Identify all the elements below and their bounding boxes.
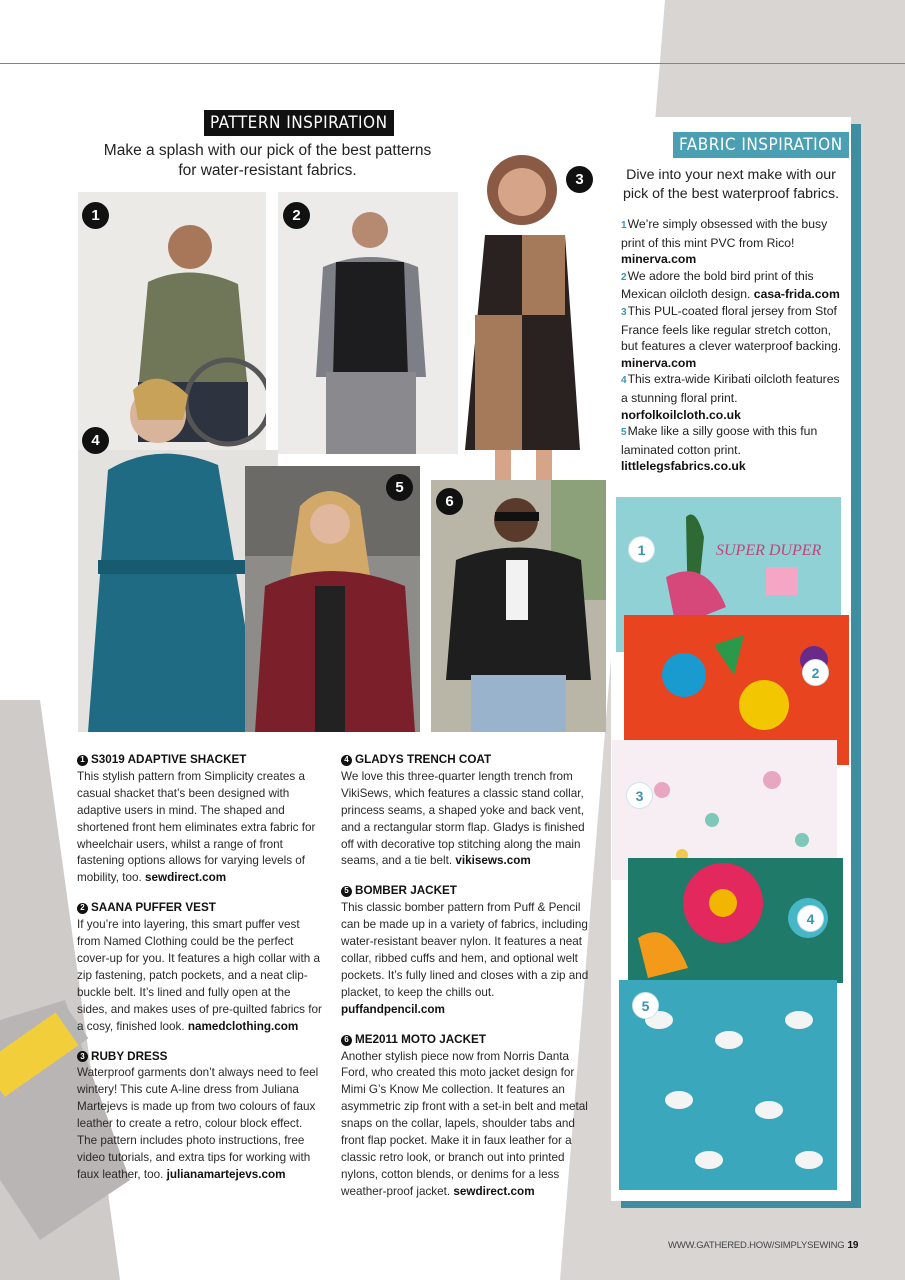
pattern-column-left [77, 752, 323, 1197]
pattern-section-tag: PATTERN INSPIRATION [204, 110, 394, 136]
fabric-intro: Dive into your next make with our pick of the best waterproof fabrics. [622, 167, 840, 202]
photo-puffer-vest [278, 192, 458, 454]
swatch-number-4: 4 [798, 906, 823, 931]
pattern-entry-body: Another stylish piece now from Norris Danta Ford, who created this moto jacket design for Mimi G’s Know Me collection. It features an asymmetric zip front with a set-in belt and metal snaps on the collar, lapels, shoulder tabs and front flap pocket. Make it in faux leather for a classic retro look, or branch out into printed nylons, cotton blends, or denims for a less weather-proof jacket. [341, 1049, 588, 1198]
pattern-entry-link[interactable]: julianamartejevs.com [166, 1167, 286, 1181]
entry-bullet: 6 [341, 1035, 352, 1046]
fabric-entry-3: 3This PUL-coated floral jersey from Stof France feels like regular stretch cotton, but features a clever waterproof backing. minerva.com [621, 303, 842, 370]
pattern-entry-title: 1 S3019 ADAPTIVE SHACKET [77, 752, 323, 769]
pattern-entry-link[interactable]: sewdirect.com [145, 871, 227, 885]
top-rule [0, 63, 905, 64]
entry-bullet: 3 [77, 1051, 88, 1062]
fabric-link[interactable]: norfolkoilcloth.co.uk [621, 407, 741, 422]
pattern-entry-body: Waterproof garments don’t always need to feel wintery! This cute A-line dress from Juliana Martejevs is made up from two colours of faux leather to create a retro, colour block effect. The pattern includes photo instructions, free video tutorials, and extra tips for working with faux leather, too. [77, 1066, 319, 1181]
photo-bomber-jacket [245, 466, 420, 732]
swatch-print-text: SUPER DUPER [716, 542, 822, 559]
pattern-entry-link[interactable]: namedclothing.com [187, 1019, 299, 1033]
fabric-entry-4: 4This extra-wide Kiribati oilcloth features a stunning floral print. norfolkoilcloth.co.uk [621, 372, 840, 422]
pattern-entry-title: 6 ME2011 MOTO JACKET [341, 1032, 589, 1049]
photo-number-3: 3 [566, 166, 593, 193]
photo-number-6: 6 [436, 488, 463, 515]
pattern-column-right [341, 752, 589, 1214]
fabric-entry-2: 2We adore the bold bird print of this Mexican oilcloth design. casa-frida.com [621, 268, 840, 302]
fabric-entry-1: 1We’re simply obsessed with the busy print of this mint PVC from Rico! minerva.com [621, 217, 828, 267]
pattern-entry-body: We love this three-quarter length trench from VikiSews, which features a classic stand collar, princess seams, a shaped yoke and back vent, and a rectangular storm flap. Gladys is finished off with decorative top stitching along the main seams, and a tie belt. [341, 769, 585, 868]
pattern-entry-2 [77, 900, 323, 1035]
page-footer [668, 1240, 858, 1251]
photo-number-2: 2 [283, 202, 310, 229]
fabric-link[interactable]: minerva.com [621, 355, 697, 370]
swatch-number-3: 3 [627, 783, 652, 808]
fabric-section-tag: FABRIC INSPIRATION [673, 132, 849, 158]
pattern-entry-link[interactable]: sewdirect.com [453, 1184, 535, 1198]
pattern-entry-body: If you’re into layering, this smart puffer vest from Named Clothing could be the perfect cover-up for you. It features a high collar with a zip fastening, patch pockets, and a neat clip-buckle belt. It’s lined and fully open at the sides, and makes uses of pre-quilted fabrics for a cosy, finished look. [77, 918, 322, 1033]
pattern-entry-5 [341, 883, 589, 1018]
pattern-entry-6 [341, 1032, 589, 1201]
pattern-entry-title: 3 RUBY DRESS [77, 1049, 323, 1066]
photo-moto-jacket [431, 480, 606, 732]
pattern-entry-title: 5 BOMBER JACKET [341, 883, 589, 900]
photo-number-1: 1 [82, 202, 109, 229]
photo-number-4: 4 [82, 427, 109, 454]
pattern-entry-body: This stylish pattern from Simplicity creates a casual shacket that’s been designed with adaptive users in mind. The shaped and shortened front hem eliminates extra fabric for wheelchair users, whilst a range of front fastening options allows for varying levels of mobility, too. [77, 769, 316, 885]
swatch-number-1: 1 [629, 537, 654, 562]
swatch-number-5: 5 [633, 993, 658, 1018]
pattern-entry-title: 4 GLADYS TRENCH COAT [341, 752, 589, 769]
pattern-entry-title: 2 SAANA PUFFER VEST [77, 900, 323, 917]
photo-number-5: 5 [386, 474, 413, 501]
pattern-entry-1 [77, 752, 323, 887]
page-number: 19 [847, 1240, 859, 1251]
swatch-number-2: 2 [803, 660, 828, 685]
entry-bullet: 2 [77, 903, 88, 914]
entry-bullet: 1 [77, 755, 88, 766]
fabric-link[interactable]: littlelegsfabrics.co.uk [621, 459, 746, 474]
pattern-entry-4 [341, 752, 589, 870]
pattern-entry-3 [77, 1049, 323, 1184]
entry-bullet: 4 [341, 755, 352, 766]
pattern-entry-link[interactable]: vikisews.com [455, 854, 531, 868]
pattern-entry-body: This classic bomber pattern from Puff & Pencil can be made up in a variety of fabrics, including water-resistant beaver nylon. It features a neat collar, ribbed cuffs and hem, and optional welt pockets. It’s fully lined and closes with a zip and placket, to keep the chills out. [341, 901, 589, 999]
entry-bullet: 5 [341, 886, 352, 897]
pattern-entry-link[interactable]: puffandpencil.com [341, 1002, 445, 1016]
fabric-link[interactable]: minerva.com [621, 252, 697, 267]
fabric-list [621, 216, 843, 475]
pattern-intro: Make a splash with our pick of the best patterns for water-resistant fabrics. [103, 142, 432, 179]
fabric-entry-5: 5Make like a silly goose with this fun laminated cotton print. littlelegsfabrics.co.uk [621, 424, 818, 474]
fabric-link[interactable]: casa-frida.com [753, 287, 840, 302]
footer-url[interactable]: WWW.GATHERED.HOW/SIMPLYSEWING [668, 1240, 845, 1251]
